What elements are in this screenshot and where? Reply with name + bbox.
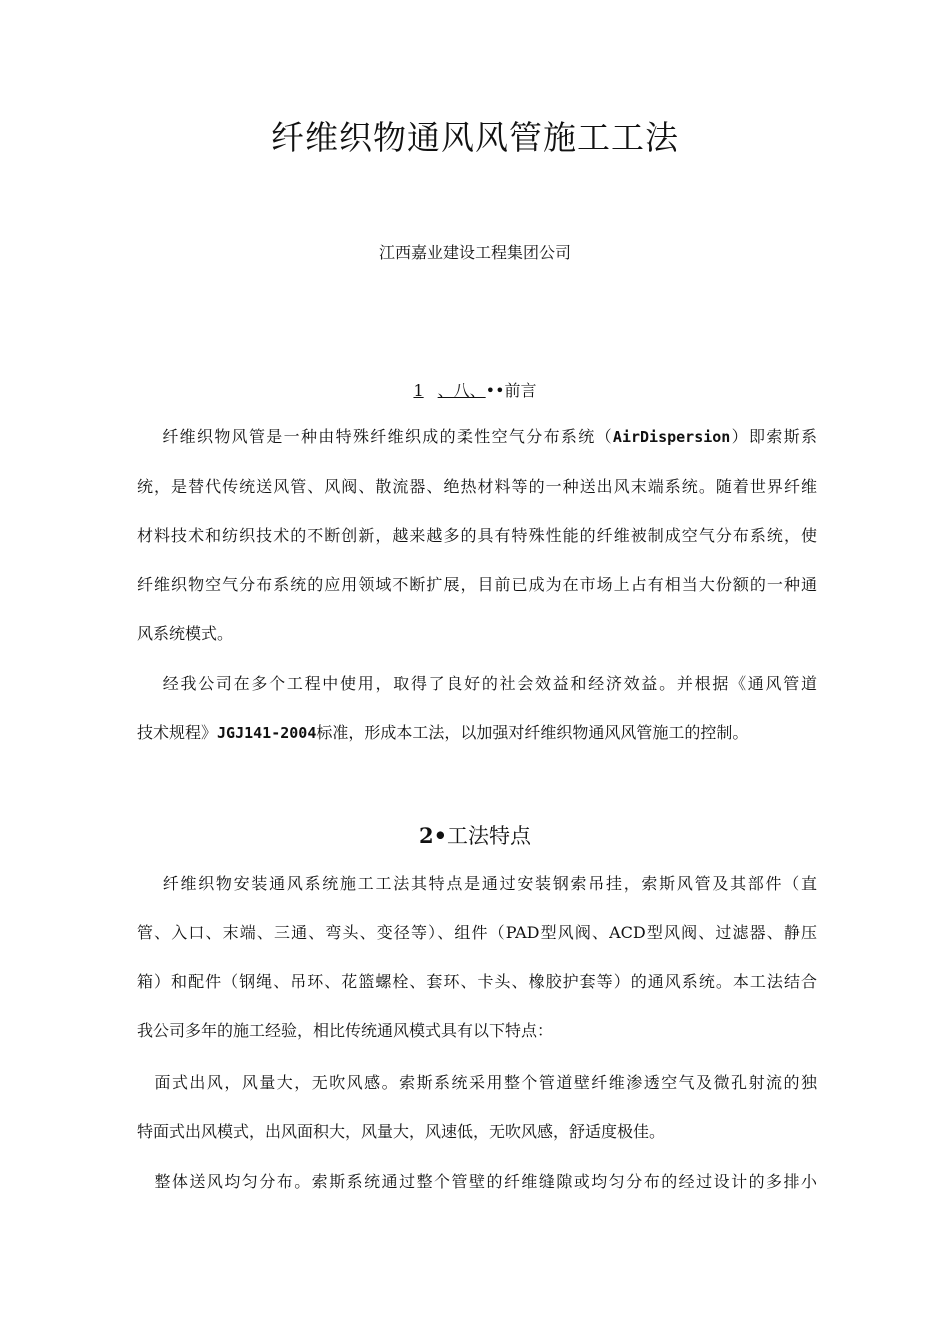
paragraph-line: 纤维织物安装通风系统施工工法其特点是通过安装钢索吊挂，索斯风管及其部件（直 <box>161 874 817 893</box>
section-2-number: 2• <box>418 823 448 848</box>
paragraph-line: 风系统模式。 <box>137 624 234 643</box>
section-1-title: ••前言 <box>485 381 537 400</box>
section-2-paragraph-3 <box>137 1157 817 1206</box>
paragraph-line: 面式出风，风量大，无吹风感。索斯系统采用整个管道壁纤维渗透空气及微孔射流的独 <box>153 1073 817 1092</box>
paragraph-line: 管、入口、末端、三通、弯头、变径等）、组件（PAD型风阀、ACD型风阀、过滤器、静压 <box>137 923 817 942</box>
section-2-paragraph-1 <box>137 859 817 1055</box>
paragraph-line: 箱）和配件（钢绳、吊环、花篮螺栓、套环、卡头、橡胶护套等）的通风系统。本工法结合 <box>137 972 817 991</box>
organization-name: 江西嘉业建设工程集团公司 <box>378 243 571 262</box>
paragraph-line: 经我公司在多个工程中使用，取得了良好的社会效益和经济效益。并根据《通风管道 <box>161 674 817 693</box>
section-2-paragraph-2 <box>137 1058 817 1156</box>
paragraph-line: 材料技术和纺织技术的不断创新，越来越多的具有特殊性能的纤维被制成空气分布系统，使 <box>137 526 817 545</box>
paragraph-line: 纤维织物空气分布系统的应用领域不断扩展，目前已成为在市场上占有相当大份额的一种通 <box>137 575 817 594</box>
section-1-paragraph-2 <box>137 659 817 758</box>
section-1-separator: 、八、 <box>437 381 486 400</box>
section-2-title: 工法特点 <box>447 824 532 848</box>
paragraph-line: 技术规程》JGJ141-2004标准，形成本工法，以加强对纤维织物通风风管施工的控制。 <box>137 723 749 742</box>
paragraph-line: 特面式出风模式，出风面积大，风量大，风速低，无吹风感，舒适度极佳。 <box>137 1122 666 1141</box>
document-title: 纤维织物通风风管施工工法 <box>271 118 679 157</box>
paragraph-line: 统，是替代传统送风管、风阀、散流器、绝热材料等的一种送出风末端系统。随着世界纤维 <box>137 477 817 496</box>
section-1-number: 1 <box>413 381 424 400</box>
paragraph-line: 整体送风均匀分布。索斯系统通过整个管壁的纤维缝隙或均匀分布的经过设计的多排小 <box>153 1172 817 1191</box>
section-1-paragraph-1 <box>137 412 817 658</box>
paragraph-line: 纤维织物风管是一种由特殊纤维织成的柔性空气分布系统（AirDispersion）即索斯系 <box>161 427 817 446</box>
paragraph-line: 我公司多年的施工经验，相比传统通风模式具有以下特点： <box>137 1021 554 1040</box>
section-1-heading <box>0 378 950 401</box>
section-2-heading <box>0 820 950 850</box>
